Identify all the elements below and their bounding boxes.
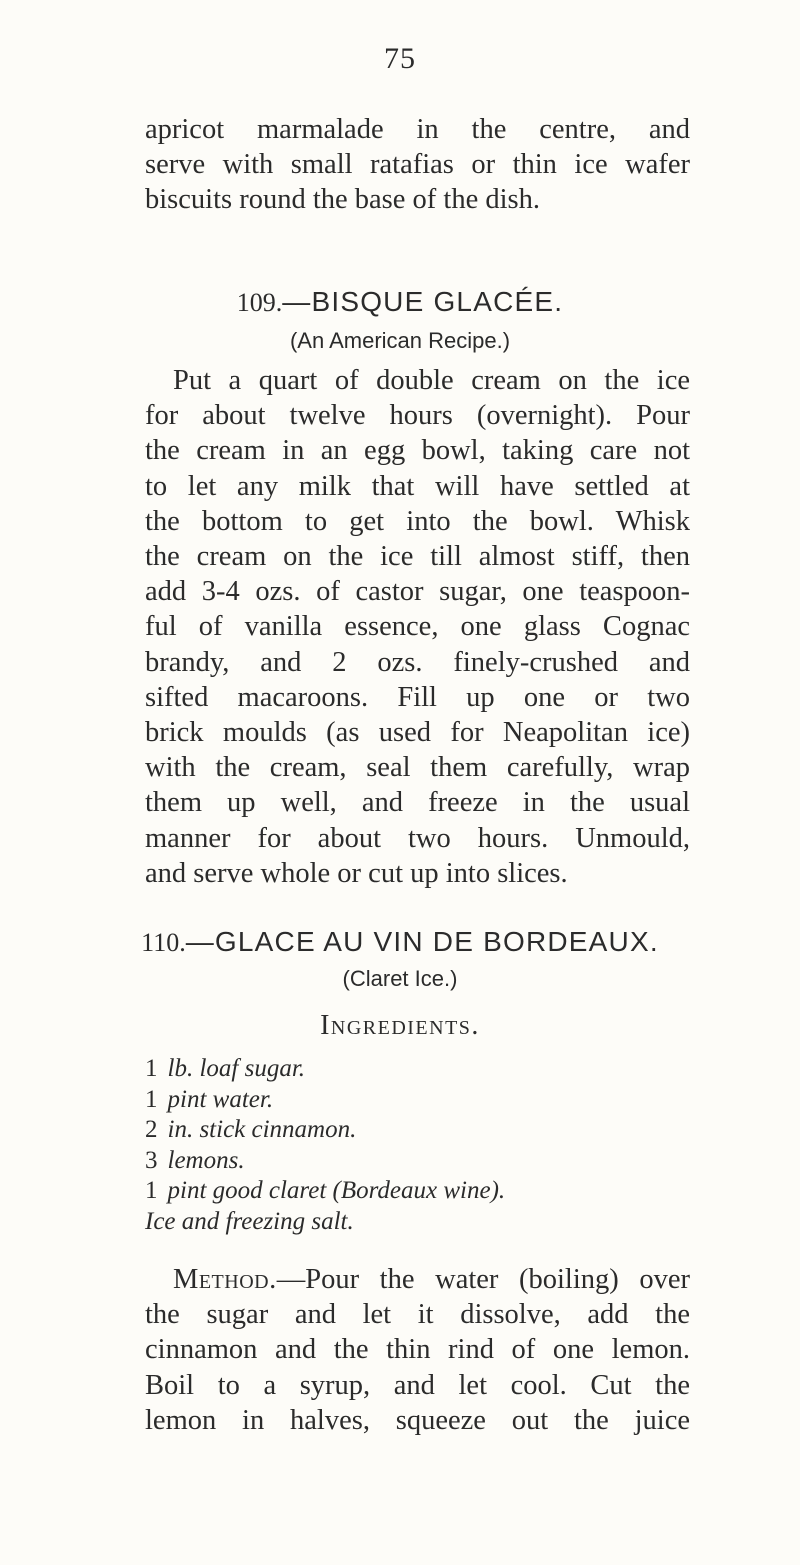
ingredients-heading-text: Ingredients.	[320, 1010, 480, 1041]
recipe-title: —GLACE AU VIN DE BORDEAUX.	[185, 926, 659, 957]
ingredient-text: pint water.	[167, 1085, 274, 1113]
text-line: sifted macaroons. Fill up one or two	[145, 681, 690, 713]
method-paragraph	[145, 1262, 690, 1438]
text-line: and serve whole or cut up into slices.	[145, 857, 568, 889]
ingredient-item	[145, 1085, 745, 1116]
ingredient-item	[145, 1207, 745, 1238]
ingredient-item	[145, 1054, 745, 1085]
ingredients-heading	[0, 1010, 800, 1042]
recipe-title: —BISQUE GLACÉE.	[282, 286, 564, 317]
text-line: brick moulds (as used for Neapolitan ice)	[145, 717, 690, 749]
text-line: the cream in an egg bowl, taking care not	[145, 435, 690, 467]
ingredient-item	[145, 1146, 745, 1177]
text-line: add 3-4 ozs. of castor sugar, one teaspoon-	[145, 576, 690, 608]
ingredient-text: Ice and freezing salt.	[145, 1207, 354, 1235]
ingredient-quantity: 1	[145, 1177, 158, 1205]
ingredient-quantity: 3	[145, 1146, 158, 1174]
recipe-110-heading	[0, 926, 800, 958]
text-line: apricot marmalade in the centre, and	[145, 114, 690, 145]
text-line: biscuits round the base of the dish.	[145, 184, 540, 216]
ingredient-text: pint good claret (Bordeaux wine).	[167, 1177, 506, 1205]
text-line: to let any milk that will have settled at	[145, 470, 690, 502]
page-number: 75	[384, 42, 416, 75]
ingredient-quantity: 1	[145, 1085, 158, 1113]
ingredients-list	[145, 1054, 745, 1238]
ingredient-text: in. stick cinnamon.	[167, 1116, 357, 1144]
text-line	[145, 1262, 690, 1297]
recipe-109-body	[145, 363, 690, 891]
ingredient-item	[145, 1115, 745, 1146]
text-line: the cream on the ice till almost stiff, then	[145, 541, 690, 573]
ingredient-quantity: 1	[145, 1055, 158, 1082]
text-line: with the cream, seal them carefully, wrap	[145, 752, 690, 784]
ingredient-text: lb. loaf sugar.	[167, 1055, 306, 1082]
text-line: Put a quart of double cream on the ice	[173, 365, 690, 396]
recipe-110-subtitle: (Claret Ice.)	[342, 966, 458, 991]
text-line: the bottom to get into the bowl. Whisk	[145, 505, 690, 537]
ingredient-quantity: 2	[145, 1116, 158, 1144]
method-label: Method.	[173, 1264, 277, 1295]
text-line: manner for about two hours. Unmould,	[145, 822, 690, 854]
ingredient-item	[145, 1176, 745, 1207]
text-line: Boil to a syrup, and let cool. Cut the	[145, 1369, 690, 1401]
recipe-number: 109.	[236, 288, 283, 317]
intro-paragraph	[145, 112, 690, 218]
text-line: them up well, and freeze in the usual	[145, 787, 690, 819]
text-line: serve with small ratafias or thin ice wafer	[145, 149, 690, 181]
text-line: the sugar and let it dissolve, add the	[145, 1299, 690, 1331]
text-line: lemon in halves, squeeze out the juice	[145, 1404, 690, 1436]
text-line: cinnamon and the thin rind of one lemon.	[145, 1334, 690, 1366]
text-line: ful of vanilla essence, one glass Cognac	[145, 611, 690, 643]
recipe-number: 110.	[141, 928, 186, 957]
method-first-line: —Pour the water (boiling) over	[276, 1264, 690, 1295]
text-line: brandy, and 2 ozs. finely-crushed and	[145, 646, 690, 678]
ingredient-text: lemons.	[167, 1146, 245, 1174]
text-line: for about twelve hours (overnight). Pour	[145, 400, 690, 432]
recipe-109-heading	[0, 286, 800, 318]
recipe-109-subtitle: (An American Recipe.)	[289, 328, 511, 353]
